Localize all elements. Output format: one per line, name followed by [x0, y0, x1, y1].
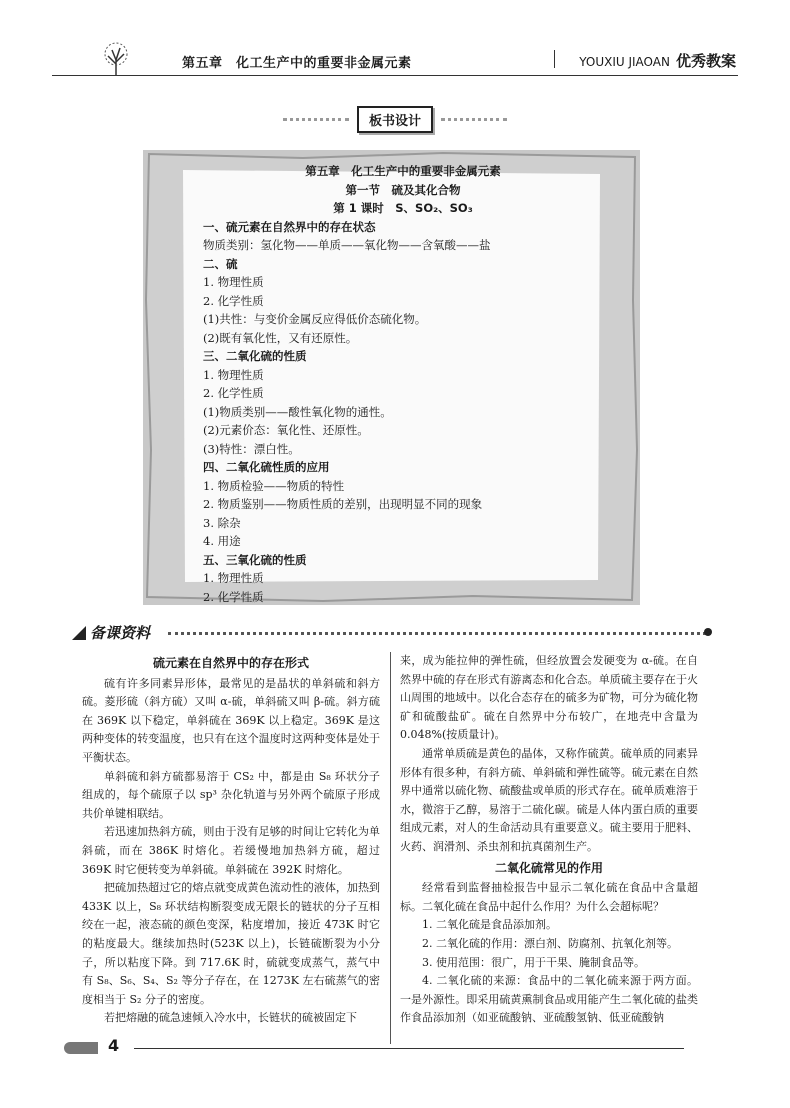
reference-heading [72, 622, 712, 644]
footer-rule [134, 1048, 684, 1049]
paragraph: 把硫加热超过它的熔点就变成黄色流动性的液体，加热到 433K 以上，S₈ 环状结构断裂变成无限长的链状的分子互相绞在一起，液态硫的颜色变深，粘度增加，接近 473K 时它的粘度最大。继续加热时(523K 以上)，长链硫断裂为小分子，所以粘度下降。到 717.6K 时，硫就变成蒸气，蒸气中有 S₈、S₆、S₄、S₂ 等分子存在，在 1273K 左右硫蒸气的密度相当于 S₂ 分子的密度。 [82, 881, 380, 1006]
board-section-heading: 五、三氧化硫的性质 [203, 552, 307, 567]
board-line: 1. 物理性质 [203, 275, 264, 289]
brand-en: YOUXIU JIAOAN [579, 55, 670, 69]
dotted-rule [168, 632, 706, 635]
tree-logo-icon [92, 42, 140, 76]
board-design-label: 板书设计 [357, 106, 433, 133]
dotted-rule-left [283, 118, 349, 121]
board-line: 2. 化学性质 [203, 293, 264, 308]
paragraph: 2. 二氧化硫的作用：漂白剂、防腐剂、抗氧化剂等。 [422, 936, 678, 950]
board-line: 2. 化学性质 [203, 589, 264, 604]
board-line: 1. 物质检验——物质的特性 [203, 478, 345, 493]
header-rule [52, 75, 738, 76]
section-subheading: 二氧化硫常见的作用 [494, 860, 603, 875]
header-separator [554, 50, 555, 68]
board-section-heading: 二、硫 [203, 256, 238, 271]
board-line: (1)共性：与变价金属反应得低价态硫化物。 [203, 312, 427, 326]
board-section-heading: 四、二氧化硫性质的应用 [203, 460, 330, 474]
paragraph: 硫有许多同素异形体，最常见的是晶状的单斜硫和斜方硫。菱形硫（斜方硫）又叫 α-硫，单斜硫又叫 β-硫。斜方硫在 369K 以下稳定，单斜硫在 369K 以上稳定。369K 是这两种变体的转变温度，也只有在这个温度时这两种变体是处于平衡状态。 [82, 676, 380, 764]
paragraph: 4. 二氧化硫的来源：食品中的二氧化硫来源于两方面。一是外源性。即采用硫黄熏制食品或用能产生二氧化硫的盐类作食品添加剂（如亚硫酸钠、亚硫酸氢钠、低亚硫酸钠 [400, 974, 698, 1025]
board-section-heading: 一、硫元素在自然界中的存在状态 [203, 219, 376, 234]
paragraph: 经常看到监督抽检报告中显示二氧化硫在食品中含量超标。二氧化硫在食品中起什么作用？为什么会超标呢？ [400, 881, 698, 913]
brand-label [579, 50, 736, 71]
brand-cn: 优秀教案 [675, 52, 736, 70]
board-title-line: 第一节 硫及其化合物 [345, 182, 461, 197]
page-header [52, 40, 738, 76]
board-line: 2. 物质鉴别——物质性质的差别，出现明显不同的现象 [203, 497, 483, 511]
footer-tab-icon [64, 1042, 98, 1054]
paragraph: 单斜硫和斜方硫都易溶于 CS₂ 中，都是由 S₈ 环状分子组成的，每个硫原子以 sp³ 杂化轨道与另外两个硫原子形成共价单键相联结。 [82, 769, 380, 820]
triangle-icon [72, 626, 86, 640]
reference-right-column [400, 652, 698, 1028]
reference-label: 备课资料 [90, 624, 151, 642]
board-line: 1. 物理性质 [203, 571, 264, 585]
paragraph: 通常单质硫是黄色的晶体，又称作硫黄。硫单质的同素异形体有很多种，有斜方硫、单斜硫和弹性硫等。硫元素在自然界中通常以硫化物、硫酸盐或单质的形式存在。硫单质难溶于水，微溶于乙醇，易溶于二硫化碳。硫是人体内蛋白质的重要组成元素，对人的生命活动具有重要意义。硫主要用于肥料、火药、润滑剂、杀虫剂和抗真菌剂生产。 [400, 746, 698, 853]
board-line: 3. 除杂 [203, 515, 241, 530]
board-line: 2. 化学性质 [203, 386, 264, 400]
board-line: (3)特性：漂白性。 [203, 441, 300, 456]
chapter-title: 第五章 化工生产中的重要非金属元素 [182, 56, 412, 71]
dot-icon [704, 628, 712, 636]
dotted-rule-right [441, 118, 507, 121]
board-title-line: 第 1 课时 S、SO₂、SO₃ [333, 201, 473, 215]
paragraph: 1. 二氧化硫是食品添加剂。 [422, 918, 557, 932]
board-title-line: 第五章 化工生产中的重要非金属元素 [305, 164, 501, 178]
board-line: 物质类别：氢化物——单质——氧化物——含氧酸——盐 [203, 238, 491, 252]
board-line: (2)元素价态：氧化性、还原性。 [203, 423, 369, 437]
paragraph: 若迅速加热斜方硫，则由于没有足够的时间让它转化为单斜硫，而在 386K 时熔化。若缓慢地加热斜方硫，超过 369K 时它便转变为单斜硫。单斜硫在 392K 时熔化。 [82, 825, 380, 876]
board-line: 1. 物理性质 [203, 367, 264, 382]
reference-left-column [82, 652, 380, 1028]
paragraph: 若把熔融的硫急速倾入冷水中，长链状的硫被固定下 [104, 1011, 357, 1025]
section-subheading: 硫元素在自然界中的存在形式 [152, 656, 309, 670]
board-design-content [203, 162, 603, 606]
board-design-heading [0, 106, 790, 133]
page-footer [64, 1036, 684, 1060]
paragraph: 来，成为能拉伸的弹性硫，但经放置会发硬变为 α-硫。在自然界中硫的存在形式有游离态和化合态。单质硫主要存在于火山周围的地域中。以化合态存在的硫多为矿物，可分为硫化物矿和硫酸盐矿。硫在自然界中分布较广，在地壳中含量为 0.048%(按质量计)。 [400, 654, 698, 742]
page-number: 4 [108, 1036, 120, 1055]
board-section-heading: 三、二氧化硫的性质 [203, 349, 307, 363]
column-divider [390, 652, 391, 1044]
board-line: (2)既有氧化性，又有还原性。 [203, 330, 358, 345]
board-design-panel [143, 150, 640, 605]
paragraph: 3. 使用范围：很广，用于干果、腌制食品等。 [422, 955, 645, 969]
board-line: (1)物质类别——酸性氧化物的通性。 [203, 404, 392, 419]
board-line: 4. 用途 [203, 534, 241, 548]
